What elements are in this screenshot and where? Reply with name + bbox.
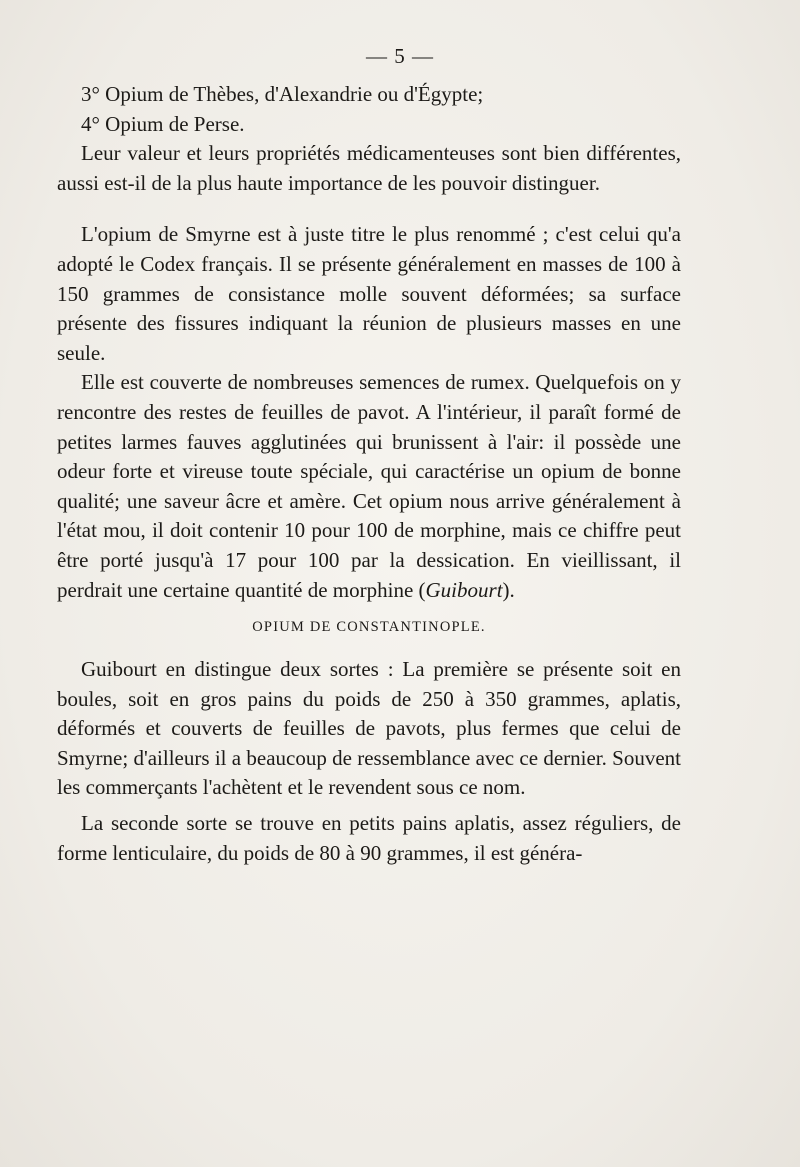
paragraph-constantinople: Guibourt en distingue deux sortes : La première se présente soit en boules, soit en gros pains du poids de 250 à 350 grammes, aplatis, déformés et couverts de feuilles de pavots, plus fermes que celui de Smyrne; d'ailleurs il a beaucoup de ressemblance avec ce dernier. Souvent les commerçants l'achètent et le revendent sous ce nom. [57, 657, 681, 800]
paragraph-smyrne: L'opium de Smyrne est à juste titre le plus renommé ; c'est celui qu'a adopté le Codex français. Il se présente généralement en masses de 100 à 150 grammes de consistance molle souvent déformées; sa surface présente des fissures indiquant la réunion de plusieurs masses en une seule. [57, 222, 681, 365]
section-heading: OPIUM DE CONSTANTINOPLE. [252, 619, 486, 636]
paragraph-seconde: La seconde sorte se trouve en petits pains aplatis, assez réguliers, de forme lenticulaire, du poids de 80 à 90 grammes, il est généra- [57, 811, 681, 865]
list-item-perse: 4° Opium de Perse. [81, 111, 245, 136]
paragraph-rumex-text: Elle est couverte de nombreuses semences de rumex. Quelquefois on y rencontre des restes de feuilles de pavot. A l'intérieur, il paraît formé de petites larmes fauves agglutinées qui brunissent à l'air: il possède une odeur forte et vireuse toute spéciale, qui caractérise un opium de bonne qualité; une saveur âcre et amère. Cet opium nous arrive généralement à l'état mou, il doit contenir 10 pour 100 de morphine, mais ce chiffre peut être porté jusqu'à 17 pour 100 par la dessication. En vieillissant, il perdrait une certaine quantité de morphine ( [57, 370, 681, 602]
paragraph-rumex-end: ). [502, 577, 515, 602]
body-text [57, 80, 681, 868]
citation-guibourt: Guibourt [425, 577, 503, 602]
paragraph-rumex [57, 368, 681, 605]
paragraph-valeur: Leur valeur et leurs propriétés médicamenteuses sont bien différentes, aussi est-il de la plus haute importance de les pouvoir distinguer. [57, 141, 681, 195]
page-number: — 5 — [366, 44, 434, 68]
list-item-thebes: 3° Opium de Thèbes, d'Alexandrie ou d'Égypte; [81, 82, 484, 106]
